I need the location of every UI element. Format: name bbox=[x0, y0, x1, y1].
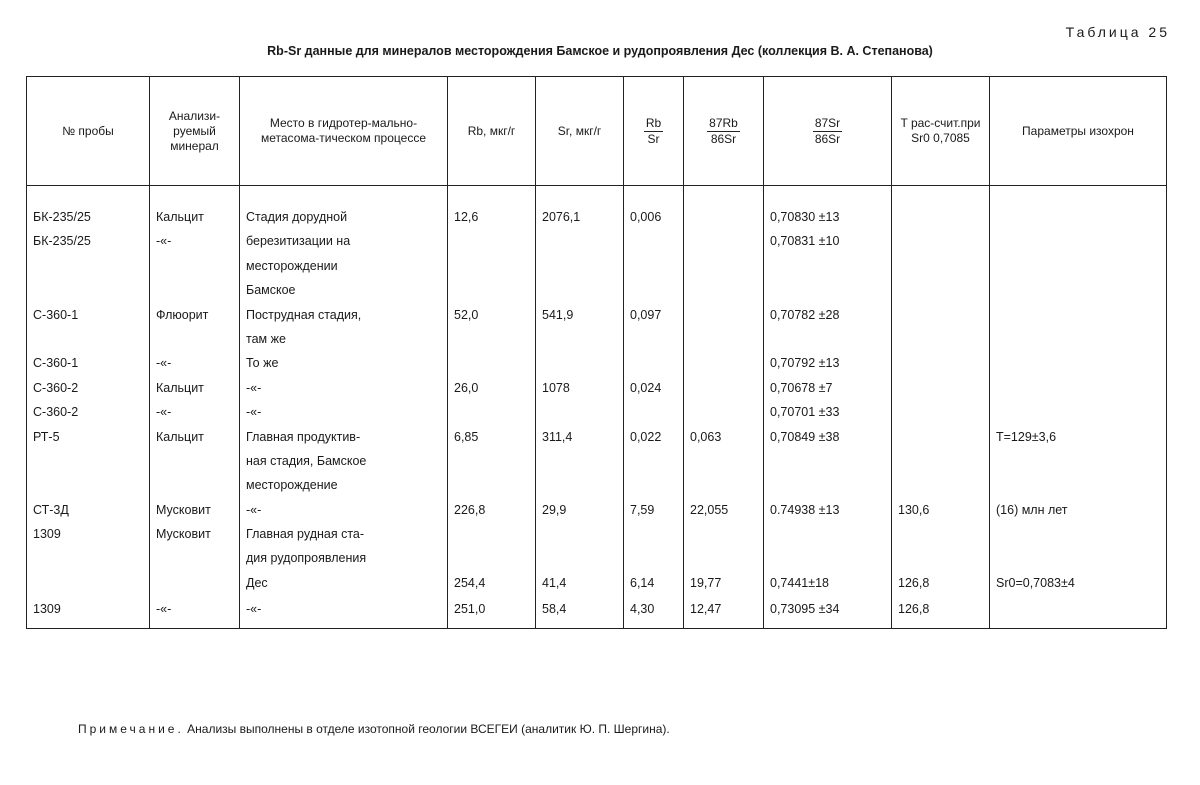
cell-sample: 1309 bbox=[27, 590, 150, 629]
cell-rb bbox=[448, 346, 536, 370]
cell-iso bbox=[990, 444, 1167, 468]
table-row bbox=[27, 468, 1167, 492]
cell-sr bbox=[536, 517, 624, 541]
table-row bbox=[27, 370, 1167, 394]
cell-t bbox=[892, 248, 990, 272]
cell-rb87sr86 bbox=[684, 395, 764, 419]
cell-rbsr: 0,006 bbox=[624, 186, 684, 225]
cell-place: Пострудная стадия, bbox=[240, 297, 448, 321]
footnote-label: Примечание. bbox=[78, 722, 184, 736]
cell-sr bbox=[536, 224, 624, 248]
cell-t: 126,8 bbox=[892, 590, 990, 629]
cell-rbsr bbox=[624, 224, 684, 248]
header-rb87-sr86 bbox=[684, 77, 764, 186]
cell-sample: С-360-2 bbox=[27, 370, 150, 394]
cell-rb87sr86 bbox=[684, 346, 764, 370]
header-mineral: Анализи-руемый минерал bbox=[150, 77, 240, 186]
cell-sr: 58,4 bbox=[536, 590, 624, 629]
footnote-text: Анализы выполнены в отделе изотопной геологии ВСЕГЕИ (аналитик Ю. П. Шергина). bbox=[187, 722, 670, 736]
cell-sr: 541,9 bbox=[536, 297, 624, 321]
cell-sample: С-360-1 bbox=[27, 297, 150, 321]
cell-rb87sr86 bbox=[684, 248, 764, 272]
header-rb: Rb, мкг/г bbox=[448, 77, 536, 186]
cell-rb bbox=[448, 468, 536, 492]
table-row bbox=[27, 444, 1167, 468]
cell-sample bbox=[27, 468, 150, 492]
cell-rbsr bbox=[624, 248, 684, 272]
cell-sr: 311,4 bbox=[536, 419, 624, 443]
cell-sample: РТ-5 bbox=[27, 419, 150, 443]
cell-place: Бамское bbox=[240, 273, 448, 297]
cell-sample: С-360-1 bbox=[27, 346, 150, 370]
cell-mineral bbox=[150, 273, 240, 297]
cell-mineral: -«- bbox=[150, 346, 240, 370]
cell-sr bbox=[536, 395, 624, 419]
cell-rb87sr86 bbox=[684, 444, 764, 468]
header-t-calc: T рас-счит.при Sr0 0,7085 bbox=[892, 77, 990, 186]
cell-place: Главная рудная ста- bbox=[240, 517, 448, 541]
cell-rbsr bbox=[624, 444, 684, 468]
cell-rb87sr86: 19,77 bbox=[684, 565, 764, 589]
cell-t bbox=[892, 224, 990, 248]
cell-sample bbox=[27, 444, 150, 468]
table-row bbox=[27, 322, 1167, 346]
cell-place: березитизации на bbox=[240, 224, 448, 248]
cell-sr87sr86: 0,70849 ±38 bbox=[764, 419, 892, 443]
cell-iso: T=129±3,6 bbox=[990, 419, 1167, 443]
rb87-denominator: 86Sr bbox=[710, 131, 737, 146]
cell-sr87sr86 bbox=[764, 517, 892, 541]
cell-rbsr: 7,59 bbox=[624, 492, 684, 516]
cell-sr bbox=[536, 444, 624, 468]
table-row bbox=[27, 297, 1167, 321]
cell-rb87sr86 bbox=[684, 322, 764, 346]
cell-mineral: Кальцит bbox=[150, 370, 240, 394]
cell-iso bbox=[990, 297, 1167, 321]
cell-place: ная стадия, Бамское bbox=[240, 444, 448, 468]
cell-sr87sr86 bbox=[764, 248, 892, 272]
cell-t bbox=[892, 346, 990, 370]
cell-iso bbox=[990, 395, 1167, 419]
cell-mineral: Кальцит bbox=[150, 419, 240, 443]
cell-sr87sr86: 0.74938 ±13 bbox=[764, 492, 892, 516]
cell-rbsr: 0,024 bbox=[624, 370, 684, 394]
cell-mineral: -«- bbox=[150, 224, 240, 248]
cell-t bbox=[892, 395, 990, 419]
cell-iso bbox=[990, 541, 1167, 565]
cell-place: -«- bbox=[240, 492, 448, 516]
cell-rb bbox=[448, 224, 536, 248]
table-row bbox=[27, 346, 1167, 370]
rbsr-denominator: Sr bbox=[647, 131, 660, 146]
cell-place: Главная продуктив- bbox=[240, 419, 448, 443]
cell-sr87sr86 bbox=[764, 541, 892, 565]
cell-mineral bbox=[150, 565, 240, 589]
cell-rbsr: 4,30 bbox=[624, 590, 684, 629]
cell-rb87sr86 bbox=[684, 517, 764, 541]
cell-rb: 254,4 bbox=[448, 565, 536, 589]
cell-sr87sr86: 0,70830 ±13 bbox=[764, 186, 892, 225]
cell-iso bbox=[990, 273, 1167, 297]
cell-sr bbox=[536, 541, 624, 565]
cell-rbsr bbox=[624, 322, 684, 346]
table-row bbox=[27, 395, 1167, 419]
cell-rb87sr86: 22,055 bbox=[684, 492, 764, 516]
cell-sr87sr86: 0,7441±18 bbox=[764, 565, 892, 589]
cell-place: То же bbox=[240, 346, 448, 370]
cell-sample: БК-235/25 bbox=[27, 186, 150, 225]
cell-sr87sr86: 0,70792 ±13 bbox=[764, 346, 892, 370]
cell-sr bbox=[536, 346, 624, 370]
cell-sr: 1078 bbox=[536, 370, 624, 394]
cell-rb87sr86 bbox=[684, 297, 764, 321]
cell-sample: СТ-3Д bbox=[27, 492, 150, 516]
cell-place: месторождении bbox=[240, 248, 448, 272]
cell-rb87sr86: 0,063 bbox=[684, 419, 764, 443]
header-sr87-sr86 bbox=[764, 77, 892, 186]
cell-sr87sr86: 0,70701 ±33 bbox=[764, 395, 892, 419]
cell-rb bbox=[448, 322, 536, 346]
cell-mineral: Мусковит bbox=[150, 492, 240, 516]
footnote bbox=[78, 722, 670, 736]
header-rb-sr-ratio bbox=[624, 77, 684, 186]
table-row bbox=[27, 419, 1167, 443]
cell-sr87sr86 bbox=[764, 468, 892, 492]
table-row bbox=[27, 492, 1167, 516]
cell-rbsr: 0,097 bbox=[624, 297, 684, 321]
cell-iso bbox=[990, 590, 1167, 629]
cell-mineral: -«- bbox=[150, 590, 240, 629]
cell-sr87sr86: 0,70831 ±10 bbox=[764, 224, 892, 248]
rb87-numerator: 87Rb bbox=[709, 115, 738, 130]
cell-t bbox=[892, 419, 990, 443]
header-sample: № пробы bbox=[27, 77, 150, 186]
cell-rbsr bbox=[624, 541, 684, 565]
cell-rb87sr86 bbox=[684, 370, 764, 394]
cell-rb87sr86 bbox=[684, 224, 764, 248]
cell-iso bbox=[990, 186, 1167, 225]
cell-sr: 29,9 bbox=[536, 492, 624, 516]
sr87-denominator: 86Sr bbox=[814, 131, 841, 146]
sr87-numerator: 87Sr bbox=[814, 115, 841, 130]
cell-sr: 41,4 bbox=[536, 565, 624, 589]
cell-rb87sr86: 12,47 bbox=[684, 590, 764, 629]
cell-rb bbox=[448, 444, 536, 468]
cell-iso: Sr0=0,7083±4 bbox=[990, 565, 1167, 589]
cell-mineral bbox=[150, 444, 240, 468]
cell-t bbox=[892, 370, 990, 394]
table-row bbox=[27, 273, 1167, 297]
cell-place: -«- bbox=[240, 395, 448, 419]
table-title: Rb-Sr данные для минералов месторождения Бамское и рудопроявления Дес (коллекция В. А. Степанова) bbox=[267, 44, 933, 58]
cell-t bbox=[892, 322, 990, 346]
cell-iso bbox=[990, 346, 1167, 370]
cell-sr bbox=[536, 468, 624, 492]
header-sr: Sr, мкг/г bbox=[536, 77, 624, 186]
rbsr-numerator: Rb bbox=[645, 115, 662, 130]
cell-iso bbox=[990, 468, 1167, 492]
table-body bbox=[27, 186, 1167, 629]
cell-rb: 26,0 bbox=[448, 370, 536, 394]
cell-rb: 6,85 bbox=[448, 419, 536, 443]
cell-rb87sr86 bbox=[684, 468, 764, 492]
cell-sample bbox=[27, 541, 150, 565]
cell-rb bbox=[448, 273, 536, 297]
cell-iso: (16) млн лет bbox=[990, 492, 1167, 516]
table-row bbox=[27, 590, 1167, 629]
cell-t bbox=[892, 444, 990, 468]
table-row bbox=[27, 186, 1167, 225]
cell-mineral: -«- bbox=[150, 395, 240, 419]
cell-iso bbox=[990, 322, 1167, 346]
cell-iso bbox=[990, 517, 1167, 541]
cell-rbsr bbox=[624, 468, 684, 492]
cell-sr bbox=[536, 248, 624, 272]
cell-mineral bbox=[150, 541, 240, 565]
cell-rb bbox=[448, 541, 536, 565]
cell-iso bbox=[990, 370, 1167, 394]
cell-rbsr bbox=[624, 395, 684, 419]
cell-sr87sr86 bbox=[764, 322, 892, 346]
cell-rbsr: 6,14 bbox=[624, 565, 684, 589]
cell-place: там же bbox=[240, 322, 448, 346]
cell-rb bbox=[448, 517, 536, 541]
table-row bbox=[27, 517, 1167, 541]
cell-place: Дес bbox=[240, 565, 448, 589]
cell-rb: 12,6 bbox=[448, 186, 536, 225]
cell-sr: 2076,1 bbox=[536, 186, 624, 225]
cell-place: месторождение bbox=[240, 468, 448, 492]
cell-mineral bbox=[150, 322, 240, 346]
table-row bbox=[27, 565, 1167, 589]
data-table bbox=[26, 76, 1167, 629]
cell-rbsr bbox=[624, 517, 684, 541]
table-row bbox=[27, 224, 1167, 248]
cell-place: -«- bbox=[240, 590, 448, 629]
table-row bbox=[27, 248, 1167, 272]
cell-t bbox=[892, 468, 990, 492]
table-number: Таблица 25 bbox=[1065, 24, 1170, 40]
cell-mineral bbox=[150, 468, 240, 492]
cell-sr87sr86: 0,70678 ±7 bbox=[764, 370, 892, 394]
cell-mineral: Мусковит bbox=[150, 517, 240, 541]
cell-rbsr: 0,022 bbox=[624, 419, 684, 443]
cell-sample bbox=[27, 273, 150, 297]
cell-t: 130,6 bbox=[892, 492, 990, 516]
cell-place: дия рудопроявления bbox=[240, 541, 448, 565]
cell-sr87sr86: 0,73095 ±34 bbox=[764, 590, 892, 629]
cell-rb bbox=[448, 248, 536, 272]
cell-sample: 1309 bbox=[27, 517, 150, 541]
cell-t bbox=[892, 273, 990, 297]
cell-sr bbox=[536, 322, 624, 346]
cell-rb87sr86 bbox=[684, 541, 764, 565]
cell-rb bbox=[448, 395, 536, 419]
cell-mineral bbox=[150, 248, 240, 272]
cell-t bbox=[892, 541, 990, 565]
header-row bbox=[27, 77, 1167, 186]
cell-t bbox=[892, 186, 990, 225]
cell-rb: 226,8 bbox=[448, 492, 536, 516]
cell-sample: БК-235/25 bbox=[27, 224, 150, 248]
cell-sr87sr86 bbox=[764, 273, 892, 297]
cell-rb87sr86 bbox=[684, 186, 764, 225]
cell-sample: С-360-2 bbox=[27, 395, 150, 419]
cell-place: Стадия дорудной bbox=[240, 186, 448, 225]
cell-sample bbox=[27, 565, 150, 589]
cell-mineral: Кальцит bbox=[150, 186, 240, 225]
cell-iso bbox=[990, 224, 1167, 248]
header-isochron: Параметры изохрон bbox=[990, 77, 1167, 186]
cell-place: -«- bbox=[240, 370, 448, 394]
cell-sr87sr86 bbox=[764, 444, 892, 468]
cell-sample bbox=[27, 322, 150, 346]
cell-sample bbox=[27, 248, 150, 272]
cell-t bbox=[892, 297, 990, 321]
cell-t bbox=[892, 517, 990, 541]
cell-rbsr bbox=[624, 273, 684, 297]
cell-rb: 251,0 bbox=[448, 590, 536, 629]
cell-rbsr bbox=[624, 346, 684, 370]
cell-mineral: Флюорит bbox=[150, 297, 240, 321]
cell-t: 126,8 bbox=[892, 565, 990, 589]
cell-rb: 52,0 bbox=[448, 297, 536, 321]
header-place: Место в гидротер-мально-метасома-тическом процессе bbox=[240, 77, 448, 186]
cell-sr bbox=[536, 273, 624, 297]
cell-iso bbox=[990, 248, 1167, 272]
cell-sr87sr86: 0,70782 ±28 bbox=[764, 297, 892, 321]
table-row bbox=[27, 541, 1167, 565]
cell-rb87sr86 bbox=[684, 273, 764, 297]
